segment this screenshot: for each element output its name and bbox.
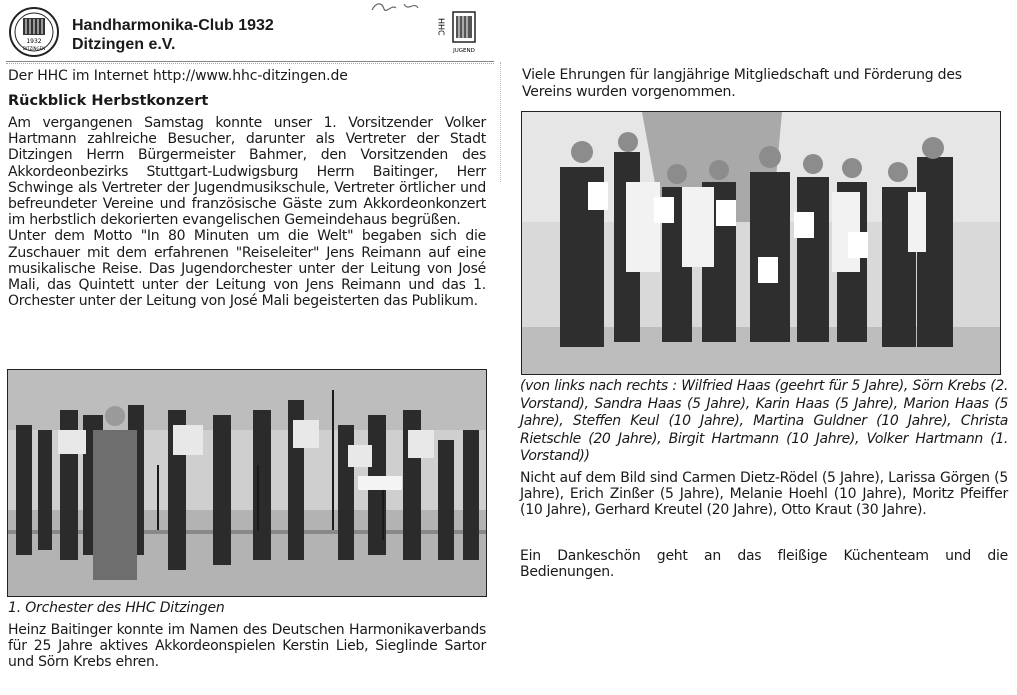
header-divider-dotted [6, 63, 494, 64]
paragraph-honors: Heinz Baitinger konnte im Namen des Deutschen Harmonikaverbands für 25 Jahre aktives Akkordeonspielen Kerstin Lieb, Sieglinde Sartor und Sörn Krebs ehren. [8, 622, 486, 671]
paragraph-greeting: Am vergangenen Samstag konnte unser 1. Vorsitzender Volker Hartmann zahlreiche Besucher, darunter als Vertreter der Stadt Ditzingen Herrn Bürgermeister Bahmer, den Vorsitzenden des Akkordeonbezirks Stuttgart-Ludwigsburg Herrn Baitinger, Herr Schwinge als Vertreter der Jugendmusikschule, Vertreter örtlicher und befreundeter Vereine und französische Gäste zum Akkordeonkonzert im herbstlich dekorierten evangelischen Gemeindehaus begrüßen. [8, 115, 486, 229]
club-title [72, 16, 274, 54]
logo-year: 1932 [26, 38, 42, 45]
logo-city: DITZINGEN [22, 46, 46, 51]
club-title-line2: Ditzingen e.V. [72, 36, 176, 53]
internet-line: Der HHC im Internet http://www.hhc-ditzingen.de [8, 68, 348, 84]
paragraph-not-pictured: Nicht auf dem Bild sind Carmen Dietz-Rödel (5 Jahre), Larissa Görgen (5 Jahre), Erich Zinßer (5 Jahre), Melanie Hoehl (10 Jahre), Moritz Pfeiffer (10 Jahre), Gerhard Kreutel (20 Jahre), Otto Kraut (30 Jahre). [520, 470, 1008, 519]
club-title-line1: Handharmonika-Club 1932 [72, 17, 274, 34]
paragraph-thanks: Ein Dankeschön geht an das fleißige Küchenteam und die Bedienungen. [520, 548, 1008, 581]
column-divider [500, 62, 501, 182]
orchestra-photo [7, 369, 487, 597]
honorees-photo-caption: (von links nach rechts : Wilfried Haas (geehrt für 5 Jahre), Sörn Krebs (2. Vorstand), Sandra Haas (5 Jahre), Karin Haas (5 Jahre), Marion Haas (5 Jahre), Steffen Keul (10 Jahre), Martina Guldner (10 Jahre), Christa Rietschle (20 Jahre), Birgit Hartmann (10 Jahre), Volker Hartmann (1. Vorstand)) [520, 378, 1008, 465]
honorees-photo [521, 111, 1001, 375]
hhc-jugend-logo [438, 2, 488, 58]
orchestra-photo-caption: 1. Orchester des HHC Ditzingen [8, 600, 225, 616]
hhc-sub: JUGEND [453, 48, 475, 54]
hhc-letters: HHC [436, 18, 446, 36]
header-divider [6, 61, 494, 62]
article-body-left [8, 115, 486, 309]
honors-intro: Viele Ehrungen für langjährige Mitgliedschaft und Förderung des Vereins wurden vorgenommen. [522, 67, 962, 100]
club-logo [8, 6, 60, 58]
article-heading: Rückblick Herbstkonzert [8, 93, 209, 109]
paragraph-motto: Unter dem Motto "In 80 Minuten um die Welt" begaben sich die Zuschauer mit dem erfahrenen "Reiseleiter" Jens Reimann auf eine musikalische Reise. Das Jugendorchester unter der Leitung von José Mali, das Quintett unter der Leitung von Jens Reimann und das 1. Orchester unter der Leitung von José Mali begeisterten das Publikum. [8, 228, 486, 310]
